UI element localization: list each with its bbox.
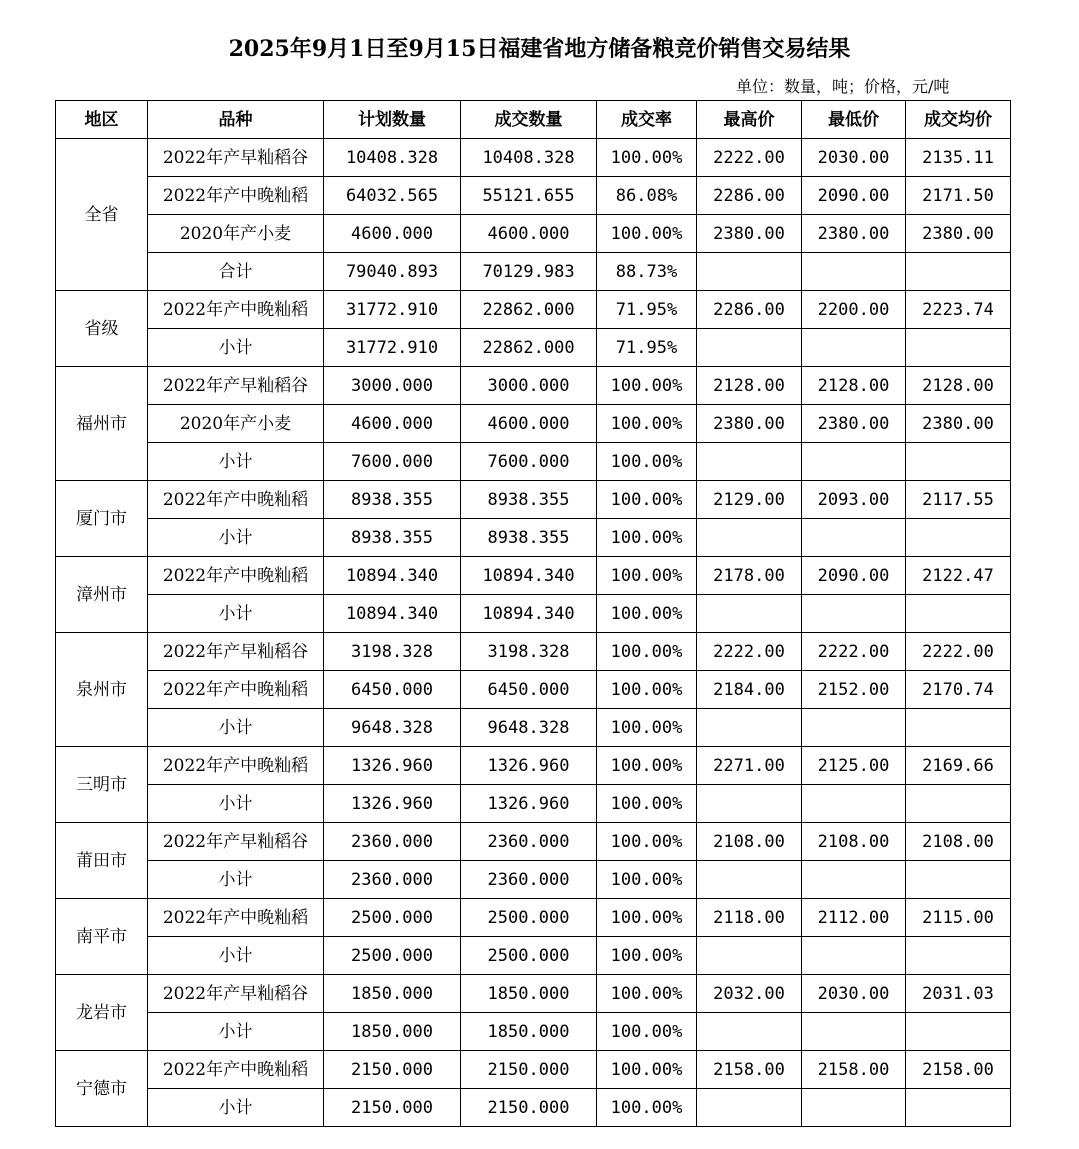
average-price-cell	[906, 1089, 1011, 1127]
average-price-cell	[906, 253, 1011, 291]
highest-price-cell: 2118.00	[697, 899, 802, 937]
highest-price-cell	[697, 595, 802, 633]
variety-cell: 2022年产中晚籼稻	[148, 481, 324, 519]
planned-quantity-cell: 10894.340	[324, 557, 461, 595]
lowest-price-cell: 2030.00	[802, 975, 906, 1013]
traded-quantity-cell: 2360.000	[461, 861, 597, 899]
lowest-price-cell	[802, 329, 906, 367]
traded-quantity-cell: 10408.328	[461, 139, 597, 177]
variety-cell: 小计	[148, 519, 324, 557]
traded-quantity-cell: 22862.000	[461, 291, 597, 329]
trade-rate-cell: 100.00%	[597, 861, 697, 899]
header-trade-rate: 成交率	[597, 101, 697, 139]
variety-cell: 2022年产中晚籼稻	[148, 671, 324, 709]
highest-price-cell	[697, 253, 802, 291]
variety-cell: 2022年产中晚籼稻	[148, 557, 324, 595]
lowest-price-cell: 2090.00	[802, 177, 906, 215]
variety-cell: 小计	[148, 1089, 324, 1127]
table-row	[56, 405, 1011, 443]
planned-quantity-cell: 2500.000	[324, 937, 461, 975]
lowest-price-cell	[802, 937, 906, 975]
traded-quantity-cell: 2150.000	[461, 1089, 597, 1127]
planned-quantity-cell: 8938.355	[324, 481, 461, 519]
table-row	[56, 253, 1011, 291]
planned-quantity-cell: 1850.000	[324, 975, 461, 1013]
traded-quantity-cell: 70129.983	[461, 253, 597, 291]
trade-rate-cell: 71.95%	[597, 291, 697, 329]
variety-cell: 2022年产中晚籼稻	[148, 177, 324, 215]
header-region: 地区	[56, 101, 148, 139]
table-row	[56, 709, 1011, 747]
variety-cell: 小计	[148, 1013, 324, 1051]
highest-price-cell	[697, 329, 802, 367]
lowest-price-cell	[802, 443, 906, 481]
lowest-price-cell	[802, 861, 906, 899]
average-price-cell: 2117.55	[906, 481, 1011, 519]
average-price-cell	[906, 519, 1011, 557]
trade-rate-cell: 86.08%	[597, 177, 697, 215]
highest-price-cell: 2380.00	[697, 405, 802, 443]
average-price-cell: 2108.00	[906, 823, 1011, 861]
header-planned-quantity: 计划数量	[324, 101, 461, 139]
variety-cell: 2022年产早籼稻谷	[148, 823, 324, 861]
variety-cell: 2022年产中晚籼稻	[148, 291, 324, 329]
traded-quantity-cell: 1326.960	[461, 785, 597, 823]
header-variety: 品种	[148, 101, 324, 139]
variety-cell: 2022年产中晚籼稻	[148, 899, 324, 937]
variety-cell: 2022年产中晚籼稻	[148, 1051, 324, 1089]
variety-cell: 小计	[148, 443, 324, 481]
lowest-price-cell: 2030.00	[802, 139, 906, 177]
page-title: 2025年9月1日至9月15日福建省地方储备粮竞价销售交易结果	[228, 36, 851, 62]
average-price-cell	[906, 785, 1011, 823]
table-row	[56, 595, 1011, 633]
trade-rate-cell: 88.73%	[597, 253, 697, 291]
variety-cell: 小计	[148, 709, 324, 747]
header-row	[56, 101, 1011, 139]
traded-quantity-cell: 4600.000	[461, 215, 597, 253]
lowest-price-cell: 2112.00	[802, 899, 906, 937]
planned-quantity-cell: 2150.000	[324, 1089, 461, 1127]
planned-quantity-cell: 4600.000	[324, 215, 461, 253]
variety-cell: 小计	[148, 937, 324, 975]
highest-price-cell	[697, 1013, 802, 1051]
header-highest-price: 最高价	[697, 101, 802, 139]
planned-quantity-cell: 2500.000	[324, 899, 461, 937]
highest-price-cell: 2271.00	[697, 747, 802, 785]
planned-quantity-cell: 2360.000	[324, 823, 461, 861]
trade-rate-cell: 100.00%	[597, 443, 697, 481]
lowest-price-cell: 2093.00	[802, 481, 906, 519]
variety-cell: 2020年产小麦	[148, 215, 324, 253]
highest-price-cell: 2032.00	[697, 975, 802, 1013]
table-row	[56, 329, 1011, 367]
traded-quantity-cell: 6450.000	[461, 671, 597, 709]
traded-quantity-cell: 2360.000	[461, 823, 597, 861]
average-price-cell: 2380.00	[906, 215, 1011, 253]
region-cell: 福州市	[56, 367, 148, 481]
region-cell: 南平市	[56, 899, 148, 975]
variety-cell: 小计	[148, 329, 324, 367]
planned-quantity-cell: 7600.000	[324, 443, 461, 481]
highest-price-cell	[697, 443, 802, 481]
variety-cell: 小计	[148, 785, 324, 823]
table-row	[56, 367, 1011, 405]
table-row	[56, 519, 1011, 557]
lowest-price-cell: 2380.00	[802, 405, 906, 443]
lowest-price-cell: 2200.00	[802, 291, 906, 329]
region-cell: 漳州市	[56, 557, 148, 633]
lowest-price-cell	[802, 1013, 906, 1051]
lowest-price-cell: 2108.00	[802, 823, 906, 861]
table-row	[56, 1089, 1011, 1127]
planned-quantity-cell: 31772.910	[324, 329, 461, 367]
trade-rate-cell: 100.00%	[597, 709, 697, 747]
traded-quantity-cell: 3000.000	[461, 367, 597, 405]
table-row	[56, 443, 1011, 481]
highest-price-cell: 2222.00	[697, 633, 802, 671]
planned-quantity-cell: 1850.000	[324, 1013, 461, 1051]
trade-rate-cell: 100.00%	[597, 785, 697, 823]
lowest-price-cell: 2222.00	[802, 633, 906, 671]
traded-quantity-cell: 1850.000	[461, 975, 597, 1013]
traded-quantity-cell: 1326.960	[461, 747, 597, 785]
unit-note: 单位：数量，吨；价格，元/吨	[736, 77, 950, 96]
trade-rate-cell: 71.95%	[597, 329, 697, 367]
table-row	[56, 557, 1011, 595]
variety-cell: 2022年产早籼稻谷	[148, 139, 324, 177]
table-row	[56, 177, 1011, 215]
average-price-cell: 2031.03	[906, 975, 1011, 1013]
planned-quantity-cell: 1326.960	[324, 785, 461, 823]
average-price-cell	[906, 937, 1011, 975]
trade-rate-cell: 100.00%	[597, 671, 697, 709]
highest-price-cell	[697, 785, 802, 823]
header-lowest-price: 最低价	[802, 101, 906, 139]
average-price-cell	[906, 861, 1011, 899]
highest-price-cell: 2222.00	[697, 139, 802, 177]
lowest-price-cell: 2090.00	[802, 557, 906, 595]
highest-price-cell: 2178.00	[697, 557, 802, 595]
lowest-price-cell: 2152.00	[802, 671, 906, 709]
average-price-cell: 2115.00	[906, 899, 1011, 937]
trade-rate-cell: 100.00%	[597, 899, 697, 937]
highest-price-cell: 2158.00	[697, 1051, 802, 1089]
variety-cell: 2022年产早籼稻谷	[148, 633, 324, 671]
lowest-price-cell	[802, 595, 906, 633]
region-cell: 莆田市	[56, 823, 148, 899]
average-price-cell: 2222.00	[906, 633, 1011, 671]
planned-quantity-cell: 9648.328	[324, 709, 461, 747]
lowest-price-cell: 2128.00	[802, 367, 906, 405]
traded-quantity-cell: 10894.340	[461, 557, 597, 595]
trade-rate-cell: 100.00%	[597, 633, 697, 671]
region-cell: 厦门市	[56, 481, 148, 557]
planned-quantity-cell: 10408.328	[324, 139, 461, 177]
variety-cell: 小计	[148, 595, 324, 633]
table-row	[56, 747, 1011, 785]
traded-quantity-cell: 1850.000	[461, 1013, 597, 1051]
lowest-price-cell	[802, 709, 906, 747]
trade-rate-cell: 100.00%	[597, 367, 697, 405]
average-price-cell	[906, 1013, 1011, 1051]
trade-rate-cell: 100.00%	[597, 519, 697, 557]
planned-quantity-cell: 3000.000	[324, 367, 461, 405]
average-price-cell: 2122.47	[906, 557, 1011, 595]
trade-rate-cell: 100.00%	[597, 1089, 697, 1127]
table-row	[56, 785, 1011, 823]
variety-cell: 2022年产中晚籼稻	[148, 747, 324, 785]
average-price-cell: 2169.66	[906, 747, 1011, 785]
table-row	[56, 823, 1011, 861]
planned-quantity-cell: 8938.355	[324, 519, 461, 557]
region-cell: 宁德市	[56, 1051, 148, 1127]
trade-rate-cell: 100.00%	[597, 405, 697, 443]
table-row	[56, 671, 1011, 709]
traded-quantity-cell: 3198.328	[461, 633, 597, 671]
planned-quantity-cell: 4600.000	[324, 405, 461, 443]
trade-rate-cell: 100.00%	[597, 215, 697, 253]
average-price-cell	[906, 595, 1011, 633]
traded-quantity-cell: 55121.655	[461, 177, 597, 215]
traded-quantity-cell: 2150.000	[461, 1051, 597, 1089]
trade-rate-cell: 100.00%	[597, 595, 697, 633]
region-cell: 三明市	[56, 747, 148, 823]
region-cell: 省级	[56, 291, 148, 367]
traded-quantity-cell: 10894.340	[461, 595, 597, 633]
traded-quantity-cell: 4600.000	[461, 405, 597, 443]
highest-price-cell: 2128.00	[697, 367, 802, 405]
trade-rate-cell: 100.00%	[597, 823, 697, 861]
table-row	[56, 481, 1011, 519]
table-row	[56, 861, 1011, 899]
highest-price-cell: 2286.00	[697, 177, 802, 215]
trade-rate-cell: 100.00%	[597, 481, 697, 519]
lowest-price-cell: 2158.00	[802, 1051, 906, 1089]
results-table	[55, 100, 1011, 1127]
traded-quantity-cell: 22862.000	[461, 329, 597, 367]
traded-quantity-cell: 2500.000	[461, 899, 597, 937]
highest-price-cell: 2184.00	[697, 671, 802, 709]
traded-quantity-cell: 9648.328	[461, 709, 597, 747]
trade-rate-cell: 100.00%	[597, 975, 697, 1013]
average-price-cell	[906, 443, 1011, 481]
lowest-price-cell	[802, 519, 906, 557]
average-price-cell	[906, 709, 1011, 747]
highest-price-cell	[697, 709, 802, 747]
highest-price-cell: 2108.00	[697, 823, 802, 861]
planned-quantity-cell: 31772.910	[324, 291, 461, 329]
table-row	[56, 139, 1011, 177]
header-average-price: 成交均价	[906, 101, 1011, 139]
trade-rate-cell: 100.00%	[597, 1013, 697, 1051]
region-cell: 泉州市	[56, 633, 148, 747]
lowest-price-cell: 2380.00	[802, 215, 906, 253]
variety-cell: 小计	[148, 861, 324, 899]
planned-quantity-cell: 10894.340	[324, 595, 461, 633]
trade-rate-cell: 100.00%	[597, 1051, 697, 1089]
variety-cell: 2022年产早籼稻谷	[148, 367, 324, 405]
region-cell: 全省	[56, 139, 148, 291]
planned-quantity-cell: 1326.960	[324, 747, 461, 785]
region-cell: 龙岩市	[56, 975, 148, 1051]
planned-quantity-cell: 64032.565	[324, 177, 461, 215]
trade-rate-cell: 100.00%	[597, 937, 697, 975]
highest-price-cell	[697, 861, 802, 899]
average-price-cell: 2158.00	[906, 1051, 1011, 1089]
highest-price-cell	[697, 519, 802, 557]
variety-cell: 2020年产小麦	[148, 405, 324, 443]
highest-price-cell: 2286.00	[697, 291, 802, 329]
trade-rate-cell: 100.00%	[597, 139, 697, 177]
average-price-cell	[906, 329, 1011, 367]
planned-quantity-cell: 3198.328	[324, 633, 461, 671]
table-row	[56, 291, 1011, 329]
traded-quantity-cell: 8938.355	[461, 481, 597, 519]
highest-price-cell: 2129.00	[697, 481, 802, 519]
table-row	[56, 1013, 1011, 1051]
traded-quantity-cell: 7600.000	[461, 443, 597, 481]
table-row	[56, 975, 1011, 1013]
table-row	[56, 1051, 1011, 1089]
table-row	[56, 215, 1011, 253]
average-price-cell: 2171.50	[906, 177, 1011, 215]
average-price-cell: 2380.00	[906, 405, 1011, 443]
planned-quantity-cell: 2150.000	[324, 1051, 461, 1089]
trade-rate-cell: 100.00%	[597, 747, 697, 785]
header-traded-quantity: 成交数量	[461, 101, 597, 139]
planned-quantity-cell: 2360.000	[324, 861, 461, 899]
planned-quantity-cell: 79040.893	[324, 253, 461, 291]
average-price-cell: 2223.74	[906, 291, 1011, 329]
average-price-cell: 2170.74	[906, 671, 1011, 709]
average-price-cell: 2135.11	[906, 139, 1011, 177]
traded-quantity-cell: 2500.000	[461, 937, 597, 975]
lowest-price-cell	[802, 253, 906, 291]
lowest-price-cell: 2125.00	[802, 747, 906, 785]
average-price-cell: 2128.00	[906, 367, 1011, 405]
table-body	[56, 139, 1011, 1127]
table-row	[56, 633, 1011, 671]
variety-cell: 2022年产早籼稻谷	[148, 975, 324, 1013]
planned-quantity-cell: 6450.000	[324, 671, 461, 709]
table-row	[56, 899, 1011, 937]
table-row	[56, 937, 1011, 975]
highest-price-cell	[697, 1089, 802, 1127]
highest-price-cell	[697, 937, 802, 975]
lowest-price-cell	[802, 785, 906, 823]
highest-price-cell: 2380.00	[697, 215, 802, 253]
trade-rate-cell: 100.00%	[597, 557, 697, 595]
variety-cell: 合计	[148, 253, 324, 291]
traded-quantity-cell: 8938.355	[461, 519, 597, 557]
lowest-price-cell	[802, 1089, 906, 1127]
